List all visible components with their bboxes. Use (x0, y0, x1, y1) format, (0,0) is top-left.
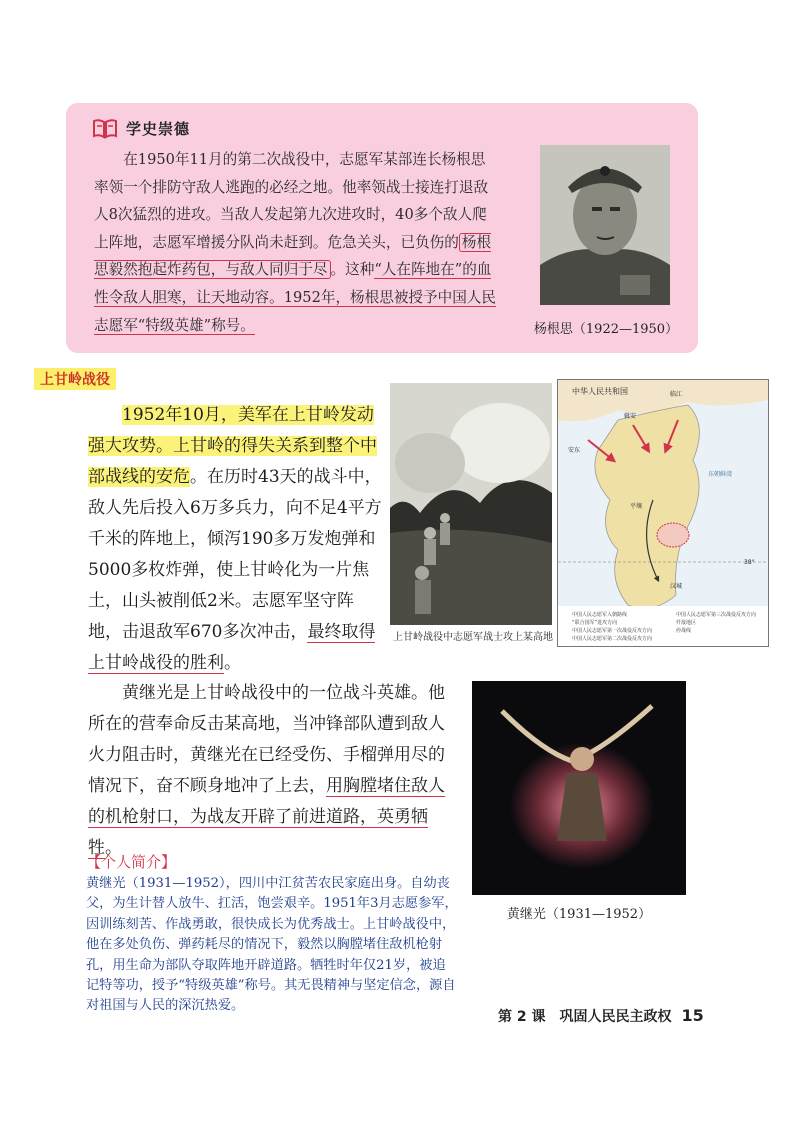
legend-0: 中国人民志愿军入朝路线 (572, 612, 628, 618)
box-title: 学史崇德 (126, 120, 191, 138)
portrait-caption: 杨根思（1922—1950） (533, 322, 679, 337)
map-label-andong: 安东 (568, 447, 581, 454)
map-label-bay: 东朝鲜湾 (708, 471, 733, 478)
map-title: 中华人民共和国 (572, 387, 628, 396)
battle-paragraph (88, 400, 384, 679)
yang-gensi-portrait (540, 145, 670, 305)
legend-1: “联合国军”进攻方向 (572, 620, 618, 626)
battle-text: 。在历时43天的战斗中，敌人先后投入6万多兵力，向不足4平方千米的阵地上，倾泻190多万发炮弹和5000多枚炸弹，使上甘岭化为一片焦土，山头被削低2米。志愿军坚守阵地，击退敌军670多次冲击， (88, 467, 382, 642)
map-label-linjiang: 临江 (670, 391, 683, 398)
legend-4: 中国人民志愿军第三次战役反攻方向 (676, 612, 757, 618)
victory-underline: 最终取得上甘岭战役的胜利 (88, 622, 376, 673)
map-label-jian: 辑安 (624, 413, 637, 420)
battle-text-end: 。 (224, 653, 241, 673)
highlight-text: 1952年10月，美军在上甘岭发动强大攻势。上甘岭的得失关系到整个中部战线的安危 (88, 405, 377, 487)
page-number: 15 (681, 1006, 704, 1025)
open-book-icon (92, 117, 118, 139)
korea-war-map (557, 379, 769, 647)
section-tag: 上甘岭战役 (34, 368, 116, 390)
bio-text (86, 874, 458, 1017)
page-footer (498, 1006, 704, 1026)
hero-paragraph (88, 678, 448, 864)
legend-3: 中国人民志愿军第二次战役反攻方向 (572, 636, 653, 642)
hero-text: 黄继光是上甘岭战役中的一位战斗英雄。他所在的营奉命反击某高地，当冲锋部队遭到敌人火力阻击时，黄继光在已经受伤、手榴弹用尽的情况下，奋不顾身地冲了上去， (88, 683, 445, 796)
battle-photo (390, 383, 552, 625)
map-label-pyongyang: 平壤 (630, 503, 643, 510)
legend-5: 歼敌地区 (676, 620, 697, 626)
battle-photo-caption: 上甘岭战役中志愿军战士攻上某高地 (393, 632, 553, 643)
huang-jiguang-photo (472, 681, 686, 895)
box-text-a: 在1950年11月的第二次战役中，志愿军某部连长杨根思率领一个排防守敌人逃跑的必经之地。他率领战士接连打退敌人8次猛烈的进攻。当敌人发起第九次进攻时，40多个敌人爬上阵地，志愿军增援分队尚未赶到。危急关头，已负伤的 (94, 151, 489, 251)
box-underline: “人在阵地在”的血性令敌人胆寒，让天地动容。1952年，杨根思被授予中国人民志愿军“特级英雄”称号。 (94, 261, 496, 334)
map-label-38: 38° (744, 559, 755, 566)
hero-underline: 用胸膛堵住敌人的机枪射口，为战友开辟了前进道路，英勇牺牲 (88, 776, 445, 858)
bio-label: 【个人简介】 (86, 853, 177, 871)
hero-text-end: 。 (105, 838, 122, 858)
bio-body: 黄继光（1931—1952），四川中江贫苦农民家庭出身。自幼丧父，为生计替人放牛、扛活，饱尝艰辛。1951年3月志愿参军，因训练刻苦、作战勇敢，很快成长为优秀战士。上甘岭战役中，他在多处负伤、弹药耗尽的情况下，毅然以胸膛堵住敌机枪射孔，用生命为部队夺取阵地开辟道路。牺牲时年仅21岁，被追记特等功，授予“特级英雄”称号。其无畏精神与坚定信念，源自对祖国与人民的深沉热爱。 (86, 876, 458, 1014)
map-label-seoul: 汉城 (670, 583, 683, 590)
box-text-b: 。这种 (330, 261, 375, 279)
legend-6: 停战线 (676, 628, 692, 634)
box-highlight: 杨根思毅然抱起炸药包，与敌人同归于尽 (94, 233, 492, 279)
hero-photo-caption: 黄继光（1931—1952） (506, 907, 652, 922)
box-paragraph (94, 146, 498, 339)
legend-2: 中国人民志愿军第一次战役反攻方向 (572, 628, 653, 634)
lesson-title: 第 2 课 巩固人民民主政权 (498, 1009, 672, 1025)
